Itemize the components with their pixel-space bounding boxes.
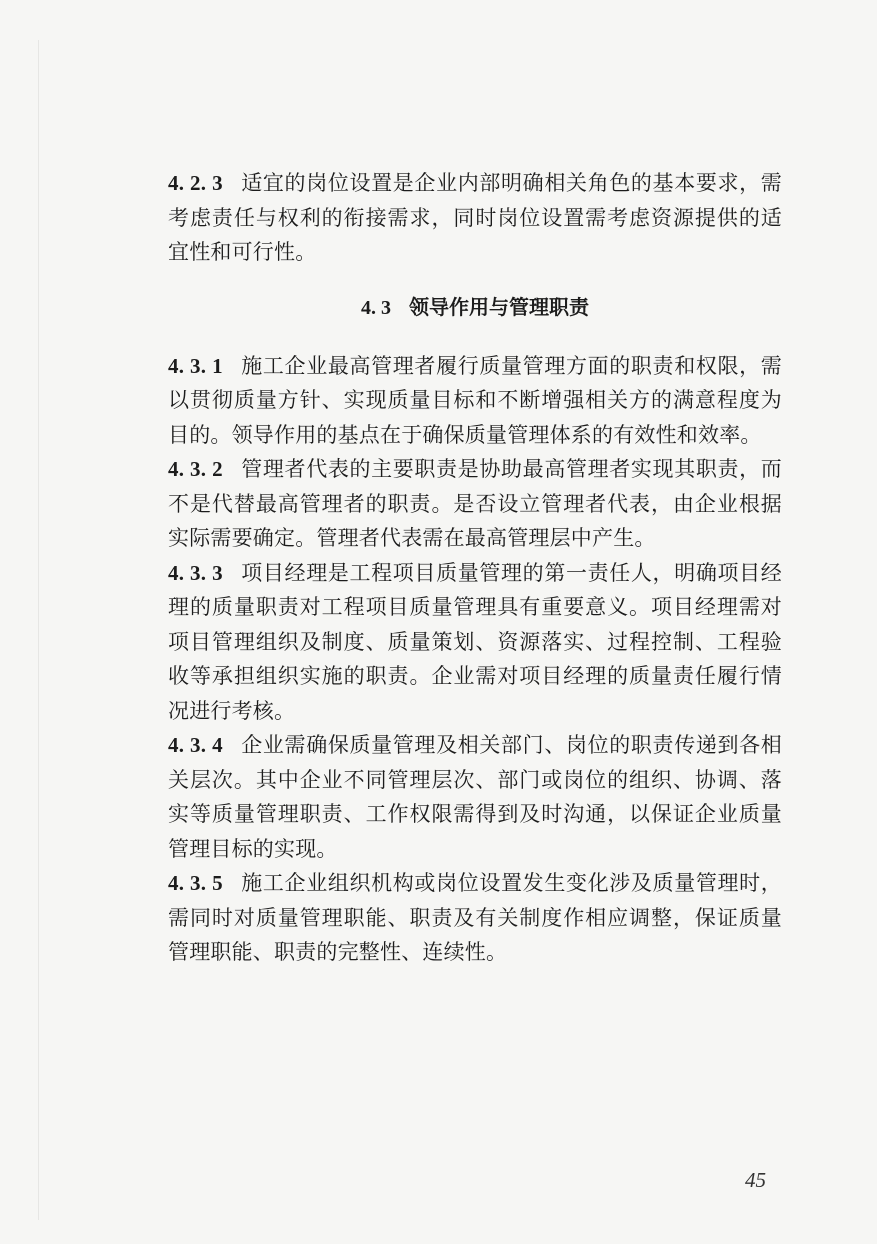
clause-text: 施工企业组织机构或岗位设置发生变化涉及质量管理时，需同时对质量管理职能、职责及有关制度作相应调整，保证质量管理职能、职责的完整性、连续性。 <box>168 871 782 964</box>
clause-4-3-1 <box>168 349 782 453</box>
clause-4-3-4 <box>168 728 782 866</box>
clause-number: 4. 2. 3 <box>168 171 223 195</box>
clause-4-3-5 <box>168 866 782 970</box>
clause-text: 项目经理是工程项目质量管理的第一责任人，明确项目经理的质量职责对工程项目质量管理具有重要意义。项目经理需对项目管理组织及制度、质量策划、资源落实、过程控制、工程验收等承担组织实施的职责。企业需对项目经理的质量责任履行情况进行考核。 <box>168 560 782 723</box>
document-body <box>168 166 782 970</box>
clause-number: 4. 3. 2 <box>168 457 223 481</box>
clause-text: 企业需确保质量管理及相关部门、岗位的职责传递到各相关层次。其中企业不同管理层次、部门或岗位的组织、协调、落实等质量管理职责、工作权限需得到及时沟通，以保证企业质量管理目标的实现。 <box>168 733 782 861</box>
section-number: 4. 3 <box>361 296 391 319</box>
clause-number: 4. 3. 3 <box>168 560 223 585</box>
page-edge <box>38 40 39 1220</box>
clause-number: 4. 3. 4 <box>168 733 223 757</box>
clause-text: 施工企业最高管理者履行质量管理方面的职责和权限，需以贯彻质量方针、实现质量目标和不断增强相关方的满意程度为目的。领导作用的基点在于确保质量管理体系的有效性和效率。 <box>168 353 782 447</box>
section-heading-4-3 <box>168 290 782 325</box>
clause-number: 4. 3. 5 <box>168 871 223 895</box>
clause-text: 管理者代表的主要职责是协助最高管理者实现其职责，而不是代替最高管理者的职责。是否设立管理者代表，由企业根据实际需要确定。管理者代表需在最高管理层中产生。 <box>168 457 782 550</box>
clause-4-3-3 <box>168 556 782 729</box>
clause-4-2-3 <box>168 166 782 270</box>
section-title: 领导作用与管理职责 <box>409 294 589 319</box>
clause-number: 4. 3. 1 <box>168 353 223 378</box>
clause-text: 适宜的岗位设置是企业内部明确相关角色的基本要求，需考虑责任与权利的衔接需求，同时岗位设置需考虑资源提供的适宜性和可行性。 <box>168 171 782 264</box>
page-number: 45 <box>745 1168 766 1192</box>
clause-4-3-2 <box>168 452 782 556</box>
